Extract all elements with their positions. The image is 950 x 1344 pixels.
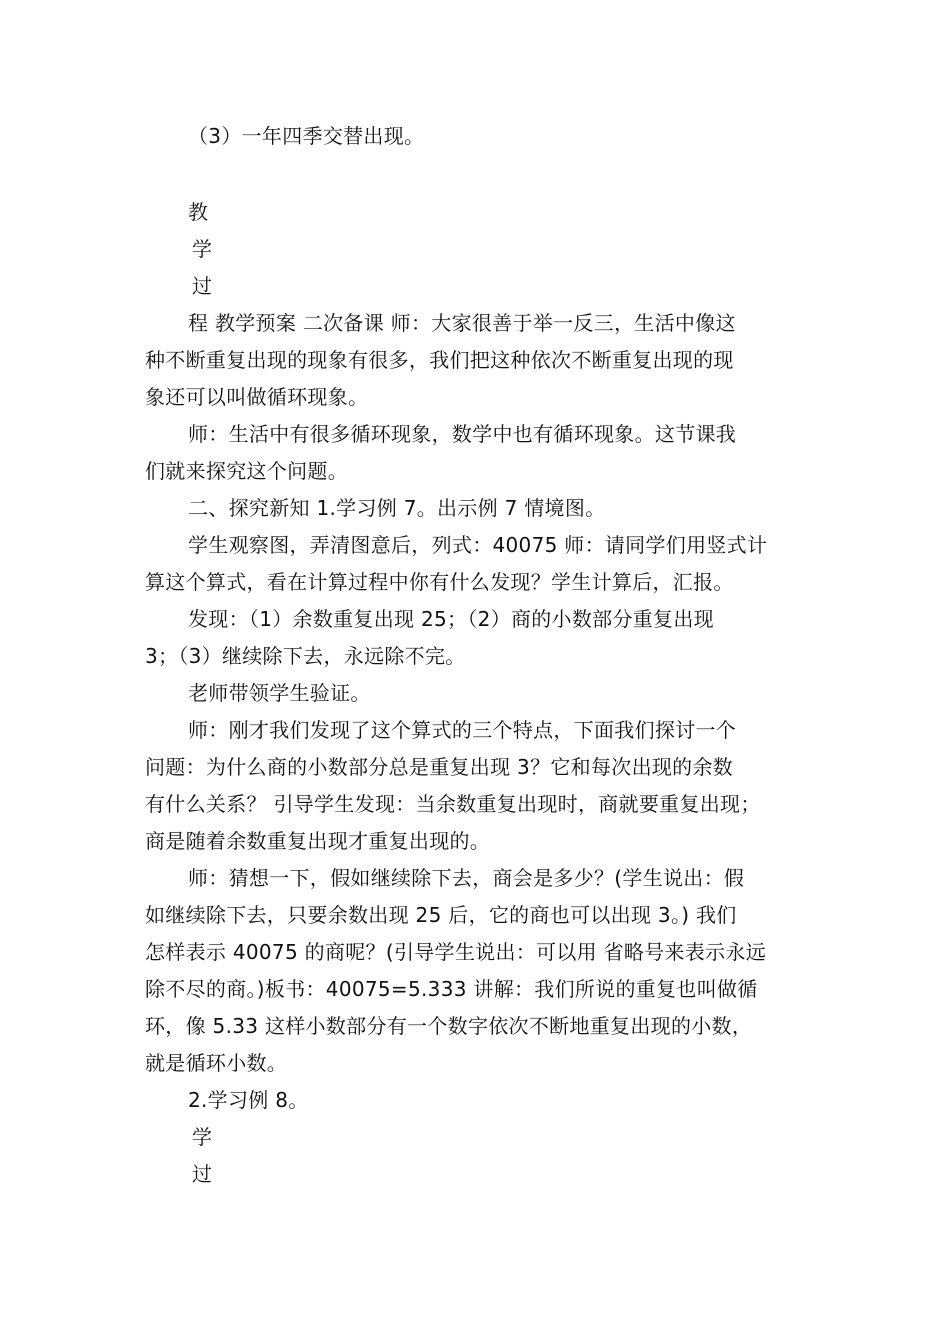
text-line: 有什么关系？ 引导学生发现：当余数重复出现时，商就要重复出现；	[145, 792, 761, 816]
text-line: 算这个算式，看在计算过程中你有什么发现？学生计算后，汇报。	[145, 570, 734, 594]
text-line: 教	[188, 200, 209, 224]
text-line: 怎样表示 40075 的商呢？(引导学生说出：可以用 省略号来表示永远	[145, 940, 766, 964]
text-line: 环，像 5.33 这样小数部分有一个数字依次不断地重复出现的小数，	[145, 1014, 753, 1038]
text-line: 师：猜想一下，假如继续除下去，商会是多少？(学生说出：假	[188, 866, 745, 890]
text-line: 过	[192, 274, 213, 298]
text-line: 问题：为什么商的小数部分总是重复出现 3？它和每次出现的余数	[145, 755, 734, 779]
text-line: 师：刚才我们发现了这个算式的三个特点，下面我们探讨一个	[188, 718, 737, 742]
text-line: 就是循环小数。	[145, 1051, 288, 1075]
text-line: 们就来探究这个问题。	[145, 459, 348, 483]
text-line: 学	[192, 237, 213, 261]
text-line: 二、探究新知 1.学习例 7。出示例 7 情境图。	[188, 496, 606, 520]
text-line: 过	[192, 1162, 213, 1186]
text-line: 如继续除下去，只要余数出现 25 后，它的商也可以出现 3。) 我们	[145, 903, 737, 927]
text-line: 商是随着余数重复出现才重复出现的。	[145, 829, 491, 853]
text-line: 程 教学预案 二次备课 师：大家很善于举一反三，生活中像这	[188, 311, 736, 335]
text-line: 3；（3）继续除下去，永远除不完。	[145, 644, 466, 668]
text-line: 老师带领学生验证。	[188, 681, 371, 705]
text-line: 学生观察图，弄清图意后，列式：40075 师：请同学们用竖式计	[188, 533, 768, 557]
text-line: 发现：（1）余数重复出现 25；（2）商的小数部分重复出现	[188, 607, 714, 631]
text-line: 学	[192, 1125, 213, 1149]
text-line: 象还可以叫做循环现象。	[145, 385, 369, 409]
text-line: 种不断重复出现的现象有很多，我们把这种依次不断重复出现的现	[145, 348, 734, 372]
text-line: 师：生活中有很多循环现象，数学中也有循环现象。这节课我	[188, 422, 737, 446]
text-line: 2.学习例 8。	[188, 1088, 309, 1112]
text-line: （3）一年四季交替出现。	[188, 124, 425, 148]
text-line: 除不尽的商。)板书：40075=5.333 讲解：我们所说的重复也叫做循	[145, 977, 758, 1001]
